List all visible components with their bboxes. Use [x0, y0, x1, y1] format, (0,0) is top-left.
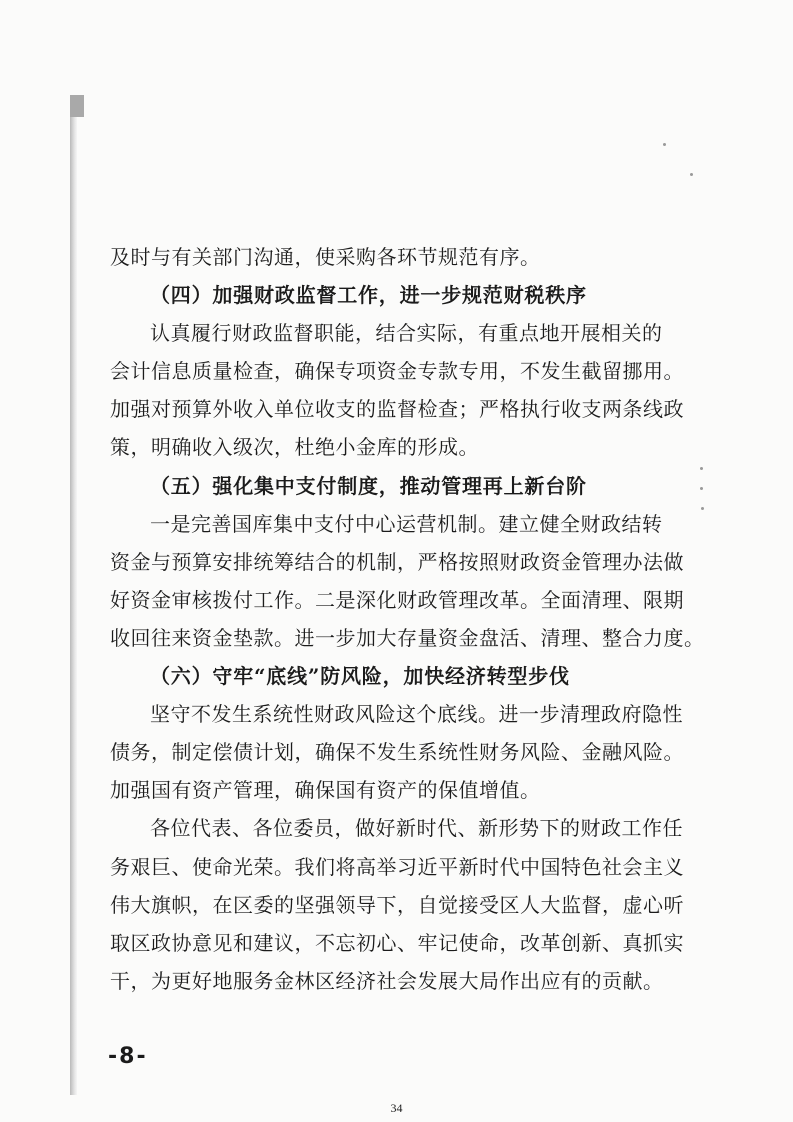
- scan-index: 34: [390, 1101, 403, 1115]
- paragraph-line: 各位代表、各位委员，做好新时代、新形势下的财政工作任: [150, 816, 683, 841]
- paragraph-line: 加强国有资产管理，确保国有资产的保值增值。: [110, 778, 541, 803]
- paragraph-line: 认真履行财政监督职能，结合实际，有重点地开展相关的: [150, 321, 663, 346]
- paragraph-line: 债务，制定偿债计划，确保不发生系统性财务风险、金融风险。: [110, 740, 684, 765]
- scan-speck: [700, 487, 703, 490]
- section-heading: （五）强化集中支付制度，推动管理再上新台阶: [150, 473, 587, 498]
- section-heading: （六）守牢“底线”防风险，加快经济转型步伐: [150, 664, 570, 689]
- paragraph-line: 及时与有关部门沟通，使采购各环节规范有序。: [110, 245, 541, 269]
- paragraph-line: 好资金审核拨付工作。二是深化财政管理改革。全面清理、限期: [110, 587, 684, 612]
- paragraph-line: 收回往来资金垫款。进一步加大存量资金盘活、清理、整合力度。: [110, 625, 705, 650]
- paragraph-line: 会计信息质量检查，确保专项资金专款专用，不发生截留挪用。: [110, 359, 684, 384]
- paragraph-line: 一是完善国库集中支付中心运营机制。建立健全财政结转: [150, 511, 663, 536]
- page-number: -8-: [108, 1044, 148, 1069]
- binding-mark: [70, 95, 84, 117]
- paragraph-line: 干，为更好地服务金林区经济社会发展大局作出应有的贡献。: [110, 968, 664, 993]
- paragraph-line: 资金与预算安排统筹结合的机制，严格按照财政资金管理办法做: [110, 549, 684, 574]
- scan-speck: [701, 507, 704, 510]
- paragraph-line: 伟大旗帜，在区委的坚强领导下，自觉接受区人大监督，虚心听: [110, 892, 684, 917]
- paragraph-line: 取区政协意见和建议，不忘初心、牢记使命，改革创新、真抓实: [110, 930, 684, 955]
- scan-speck: [663, 143, 666, 146]
- paragraph-line: 坚守不发生系统性财政风险这个底线。进一步清理政府隐性: [150, 702, 683, 727]
- scan-speck: [700, 467, 703, 470]
- binding-shadow: [70, 95, 77, 1095]
- paragraph-line: 加强对预算外收入单位收支的监督检查；严格执行收支两条线政: [110, 397, 684, 422]
- paragraph-line: 务艰巨、使命光荣。我们将高举习近平新时代中国特色社会主义: [110, 854, 684, 879]
- section-heading: （四）加强财政监督工作，进一步规范财税秩序: [150, 283, 587, 308]
- paragraph-line: 策，明确收入级次，杜绝小金库的形成。: [110, 435, 479, 460]
- body-text: [110, 238, 705, 1000]
- scan-speck: [690, 173, 693, 176]
